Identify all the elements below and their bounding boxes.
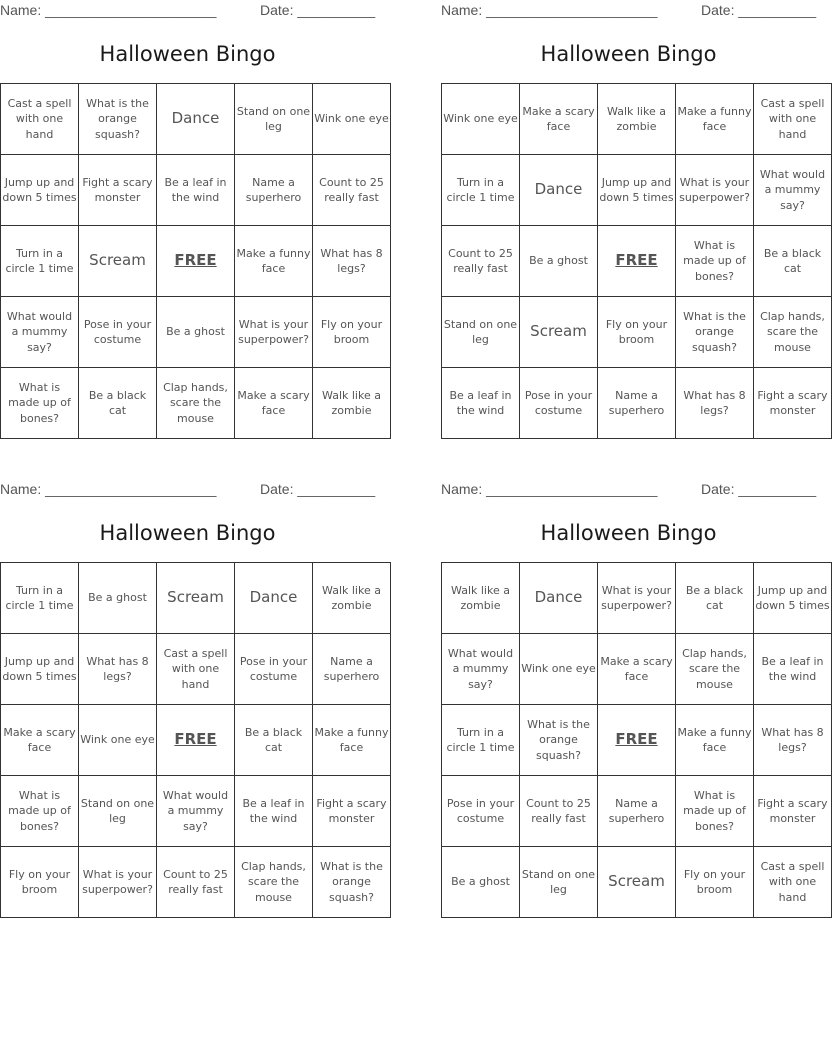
bingo-row [1,705,391,776]
bingo-cell: Be a black cat [79,368,157,439]
card-title: Halloween Bingo [99,521,276,545]
bingo-cell: Pose in your costume [442,776,520,847]
bingo-cell: Clap hands, scare the mouse [157,368,235,439]
bingo-cell: What would a mummy say? [442,634,520,705]
bingo-cell: Make a funny face [676,705,754,776]
bingo-row [1,847,391,918]
bingo-cell: Count to 25 really fast [157,847,235,918]
bingo-cell: Count to 25 really fast [313,155,391,226]
bingo-cell: FREE [598,705,676,776]
bingo-cell: Stand on one leg [520,847,598,918]
bingo-cell: Cast a spell with one hand [754,84,832,155]
bingo-cell: Count to 25 really fast [442,226,520,297]
bingo-row [1,634,391,705]
bingo-cell: Be a black cat [235,705,313,776]
bingo-cell: Dance [157,84,235,155]
bingo-grid [441,83,832,439]
bingo-cell: Turn in a circle 1 time [442,155,520,226]
bingo-row [1,776,391,847]
bingo-cell: Wink one eye [520,634,598,705]
bingo-cell: Walk like a zombie [313,368,391,439]
name-field: Name: ______________________ [0,481,217,497]
bingo-cell: Pose in your costume [520,368,598,439]
bingo-cell: Be a black cat [676,563,754,634]
bingo-cell: Jump up and down 5 times [754,563,832,634]
bingo-cell: Be a leaf in the wind [754,634,832,705]
bingo-cell: Fight a scary monster [754,776,832,847]
bingo-grid [0,562,391,918]
bingo-cell: Stand on one leg [79,776,157,847]
bingo-cell: Turn in a circle 1 time [1,563,79,634]
bingo-cell: Be a leaf in the wind [235,776,313,847]
bingo-cell: What is the orange squash? [520,705,598,776]
bingo-cell: What is the orange squash? [79,84,157,155]
bingo-cell: What is your superpower? [235,297,313,368]
bingo-cell: Stand on one leg [442,297,520,368]
name-field: Name: ______________________ [441,2,658,18]
bingo-cell: Be a ghost [79,563,157,634]
bingo-cell: Walk like a zombie [313,563,391,634]
bingo-row [442,226,832,297]
bingo-cell: What would a mummy say? [1,297,79,368]
bingo-cell: Name a superhero [235,155,313,226]
bingo-cell: What is the orange squash? [313,847,391,918]
bingo-cell: Be a ghost [442,847,520,918]
bingo-cell: FREE [157,226,235,297]
bingo-cell: What is your superpower? [598,563,676,634]
bingo-row [442,84,832,155]
bingo-cell: Wink one eye [79,705,157,776]
bingo-cell: Clap hands, scare the mouse [676,634,754,705]
bingo-cell: Make a scary face [598,634,676,705]
bingo-row [442,776,832,847]
bingo-cell: Walk like a zombie [598,84,676,155]
date-field: Date: __________ [701,481,817,497]
date-field: Date: __________ [701,2,817,18]
bingo-cell: Cast a spell with one hand [1,84,79,155]
bingo-cell: What is the orange squash? [676,297,754,368]
bingo-cell: Wink one eye [313,84,391,155]
bingo-cell: Be a leaf in the wind [442,368,520,439]
bingo-card-3 [0,479,389,911]
bingo-cell: FREE [598,226,676,297]
bingo-cell: What would a mummy say? [157,776,235,847]
name-field: Name: ______________________ [441,481,658,497]
date-field: Date: __________ [260,481,376,497]
bingo-cell: Be a ghost [520,226,598,297]
bingo-card-2 [441,0,828,432]
bingo-cell: Turn in a circle 1 time [442,705,520,776]
bingo-cell: Fight a scary monster [754,368,832,439]
bingo-cell: Pose in your costume [79,297,157,368]
bingo-row [442,155,832,226]
bingo-cell: Pose in your costume [235,634,313,705]
bingo-cell: Fly on your broom [1,847,79,918]
bingo-cell: Dance [520,563,598,634]
bingo-grid [0,83,391,439]
name-field: Name: ______________________ [0,2,217,18]
card-header [0,479,375,501]
bingo-row [442,634,832,705]
card-title: Halloween Bingo [540,42,717,66]
bingo-cell: Scream [157,563,235,634]
bingo-cell: Jump up and down 5 times [1,634,79,705]
bingo-row [1,368,391,439]
bingo-cell: What is made up of bones? [676,776,754,847]
bingo-cell: Name a superhero [598,776,676,847]
bingo-cell: What is made up of bones? [1,368,79,439]
bingo-cell: Name a superhero [313,634,391,705]
bingo-cell: Cast a spell with one hand [157,634,235,705]
bingo-row [1,563,391,634]
bingo-cell: Wink one eye [442,84,520,155]
bingo-cell: Turn in a circle 1 time [1,226,79,297]
bingo-cell: What is made up of bones? [676,226,754,297]
bingo-cell: Be a ghost [157,297,235,368]
bingo-row [442,847,832,918]
bingo-cell: Scream [79,226,157,297]
bingo-row [1,297,391,368]
bingo-cell: What is your superpower? [676,155,754,226]
bingo-grid [441,562,832,918]
bingo-cell: Clap hands, scare the mouse [754,297,832,368]
card-title: Halloween Bingo [540,521,717,545]
bingo-row [442,368,832,439]
bingo-cell: Make a funny face [313,705,391,776]
bingo-cell: Make a scary face [520,84,598,155]
card-header [441,0,816,22]
bingo-cell: What has 8 legs? [754,705,832,776]
bingo-cell: Make a scary face [235,368,313,439]
bingo-cell: Cast a spell with one hand [754,847,832,918]
bingo-cell: FREE [157,705,235,776]
bingo-cell: Dance [235,563,313,634]
bingo-cell: What has 8 legs? [79,634,157,705]
bingo-cell: What is made up of bones? [1,776,79,847]
bingo-row [442,297,832,368]
card-header [0,0,375,22]
bingo-row [442,563,832,634]
bingo-cell: What would a mummy say? [754,155,832,226]
bingo-cell: Make a funny face [235,226,313,297]
bingo-row [1,155,391,226]
bingo-cell: What has 8 legs? [676,368,754,439]
bingo-cell: Scream [520,297,598,368]
bingo-cell: Clap hands, scare the mouse [235,847,313,918]
bingo-row [1,226,391,297]
bingo-row [1,84,391,155]
bingo-cell: Make a funny face [676,84,754,155]
bingo-cell: Jump up and down 5 times [598,155,676,226]
date-field: Date: __________ [260,2,376,18]
bingo-cell: Fight a scary monster [79,155,157,226]
card-header [441,479,816,501]
bingo-cell: What is your superpower? [79,847,157,918]
bingo-cell: Be a leaf in the wind [157,155,235,226]
bingo-card-4 [441,479,830,911]
bingo-cell: What has 8 legs? [313,226,391,297]
bingo-cell: Fly on your broom [676,847,754,918]
bingo-cell: Be a black cat [754,226,832,297]
bingo-cell: Scream [598,847,676,918]
bingo-cell: Fly on your broom [598,297,676,368]
bingo-cell: Make a scary face [1,705,79,776]
bingo-cell: Name a superhero [598,368,676,439]
bingo-cell: Walk like a zombie [442,563,520,634]
bingo-cell: Stand on one leg [235,84,313,155]
bingo-cell: Dance [520,155,598,226]
bingo-row [442,705,832,776]
bingo-cell: Fight a scary monster [313,776,391,847]
bingo-card-1 [0,0,389,432]
bingo-cell: Count to 25 really fast [520,776,598,847]
card-title: Halloween Bingo [99,42,276,66]
bingo-cell: Fly on your broom [313,297,391,368]
bingo-cell: Jump up and down 5 times [1,155,79,226]
